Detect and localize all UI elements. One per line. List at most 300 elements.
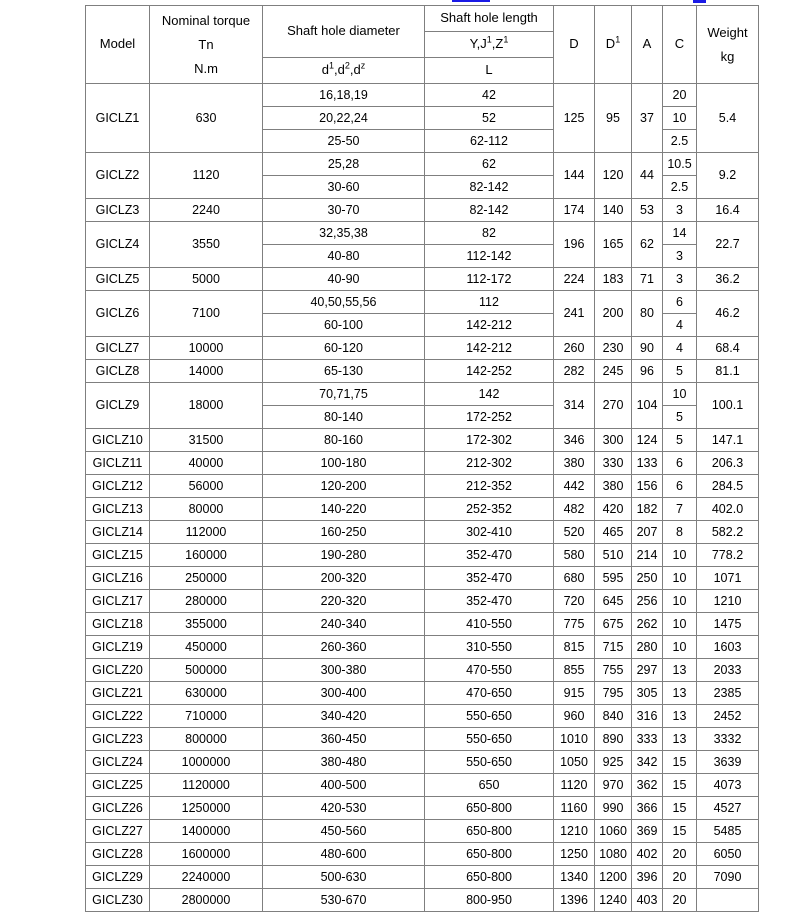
length-cell: 142-212	[425, 337, 554, 360]
c-cell: 14	[663, 222, 697, 245]
c-cell: 2.5	[663, 176, 697, 199]
d1-cell: 165	[595, 222, 632, 268]
model-cell: GICLZ2	[86, 153, 150, 199]
diameter-cell: 60-100	[263, 314, 425, 337]
table-row	[86, 153, 759, 176]
d-cell: 1250	[554, 843, 595, 866]
weight-cell: 582.2	[697, 521, 759, 544]
model-cell: GICLZ10	[86, 429, 150, 452]
c-cell: 5	[663, 429, 697, 452]
d1-cell: 380	[595, 475, 632, 498]
weight-cell: 402.0	[697, 498, 759, 521]
table-row	[86, 728, 759, 751]
weight-cell: 5485	[697, 820, 759, 843]
d1-cell: 890	[595, 728, 632, 751]
c-cell: 3	[663, 268, 697, 291]
c-cell: 10	[663, 636, 697, 659]
weight-cell: 3332	[697, 728, 759, 751]
torque-cell: 3550	[150, 222, 263, 268]
length-cell: 142-252	[425, 360, 554, 383]
torque-cell: 250000	[150, 567, 263, 590]
torque-cell: 450000	[150, 636, 263, 659]
model-cell: GICLZ17	[86, 590, 150, 613]
table-row	[86, 613, 759, 636]
a-cell: 280	[632, 636, 663, 659]
length-cell: 302-410	[425, 521, 554, 544]
cropped-blue-text-artifact	[452, 0, 490, 2]
d-cell: 1050	[554, 751, 595, 774]
d1-cell: 755	[595, 659, 632, 682]
d1-cell: 1080	[595, 843, 632, 866]
model-cell: GICLZ7	[86, 337, 150, 360]
torque-cell: 1400000	[150, 820, 263, 843]
table-row	[86, 452, 759, 475]
diameter-cell: 530-670	[263, 889, 425, 912]
a-cell: 250	[632, 567, 663, 590]
length-cell: 352-470	[425, 590, 554, 613]
c-cell: 10	[663, 590, 697, 613]
diameter-cell: 400-500	[263, 774, 425, 797]
model-cell: GICLZ3	[86, 199, 150, 222]
weight-cell: 100.1	[697, 383, 759, 429]
d-cell: 442	[554, 475, 595, 498]
torque-cell: 1120000	[150, 774, 263, 797]
header-diameter-sub: $d^1,d^2,d^z$	[263, 58, 425, 84]
model-cell: GICLZ27	[86, 820, 150, 843]
header-torque-line-2: Tn	[198, 36, 214, 52]
d1-cell: 840	[595, 705, 632, 728]
coupling-spec-table	[85, 5, 759, 912]
header-nominal-torque	[150, 6, 263, 84]
d1-cell: 990	[595, 797, 632, 820]
diameter-cell: 40,50,55,56	[263, 291, 425, 314]
weight-cell: 7090	[697, 866, 759, 889]
d-cell: 680	[554, 567, 595, 590]
table-row	[86, 268, 759, 291]
weight-cell: 778.2	[697, 544, 759, 567]
table-row	[86, 889, 759, 912]
c-cell: 10.5	[663, 153, 697, 176]
c-cell: 10	[663, 383, 697, 406]
d-cell: 1160	[554, 797, 595, 820]
diameter-cell: 25-50	[263, 130, 425, 153]
c-cell: 10	[663, 107, 697, 130]
header-length-l: L	[425, 58, 554, 84]
diameter-cell: 480-600	[263, 843, 425, 866]
d-cell: 580	[554, 544, 595, 567]
length-cell: 650-800	[425, 820, 554, 843]
weight-cell: 46.2	[697, 291, 759, 337]
model-cell: GICLZ22	[86, 705, 150, 728]
header-shaft-hole-diameter: Shaft hole diameter	[263, 6, 425, 58]
d-cell: 520	[554, 521, 595, 544]
a-cell: 80	[632, 291, 663, 337]
header-torque-line-3: N.m	[194, 60, 218, 76]
length-cell: 252-352	[425, 498, 554, 521]
diameter-cell: 60-120	[263, 337, 425, 360]
diameter-cell: 100-180	[263, 452, 425, 475]
d-cell: 196	[554, 222, 595, 268]
d-cell: 346	[554, 429, 595, 452]
model-cell: GICLZ21	[86, 682, 150, 705]
a-cell: 214	[632, 544, 663, 567]
d-cell: 282	[554, 360, 595, 383]
d-cell: 174	[554, 199, 595, 222]
model-cell: GICLZ24	[86, 751, 150, 774]
weight-cell: 1210	[697, 590, 759, 613]
table-row	[86, 866, 759, 889]
diameter-cell: 300-380	[263, 659, 425, 682]
table-row	[86, 337, 759, 360]
d-cell: 260	[554, 337, 595, 360]
header-d: D	[554, 6, 595, 84]
d1-cell: 925	[595, 751, 632, 774]
table-row	[86, 797, 759, 820]
table-row	[86, 521, 759, 544]
diameter-cell: 450-560	[263, 820, 425, 843]
d-cell: 1120	[554, 774, 595, 797]
a-cell: 369	[632, 820, 663, 843]
weight-cell: 81.1	[697, 360, 759, 383]
d1-cell: 230	[595, 337, 632, 360]
a-cell: 305	[632, 682, 663, 705]
model-cell: GICLZ30	[86, 889, 150, 912]
model-cell: GICLZ23	[86, 728, 150, 751]
d1-cell: 1200	[595, 866, 632, 889]
weight-cell: 6050	[697, 843, 759, 866]
model-cell: GICLZ15	[86, 544, 150, 567]
d1-cell: 1060	[595, 820, 632, 843]
d-cell: 1210	[554, 820, 595, 843]
diameter-cell: 65-130	[263, 360, 425, 383]
d-cell: 915	[554, 682, 595, 705]
diameter-cell: 32,35,38	[263, 222, 425, 245]
header-a: A	[632, 6, 663, 84]
diameter-cell: 240-340	[263, 613, 425, 636]
c-cell: 15	[663, 751, 697, 774]
length-cell: 650-800	[425, 797, 554, 820]
a-cell: 366	[632, 797, 663, 820]
c-cell: 13	[663, 682, 697, 705]
length-cell: 310-550	[425, 636, 554, 659]
torque-cell: 1000000	[150, 751, 263, 774]
a-cell: 262	[632, 613, 663, 636]
c-cell: 7	[663, 498, 697, 521]
d-cell: 775	[554, 613, 595, 636]
torque-cell: 2240	[150, 199, 263, 222]
model-cell: GICLZ6	[86, 291, 150, 337]
d-cell: 960	[554, 705, 595, 728]
c-cell: 13	[663, 705, 697, 728]
d1-cell: 330	[595, 452, 632, 475]
d1-cell: 95	[595, 84, 632, 153]
table-row	[86, 291, 759, 314]
d-cell: 482	[554, 498, 595, 521]
torque-cell: 31500	[150, 429, 263, 452]
weight-cell: 16.4	[697, 199, 759, 222]
length-cell: 62	[425, 153, 554, 176]
length-cell: 550-650	[425, 751, 554, 774]
torque-cell: 14000	[150, 360, 263, 383]
c-cell: 4	[663, 337, 697, 360]
diameter-cell: 20,22,24	[263, 107, 425, 130]
weight-cell: 1603	[697, 636, 759, 659]
d-cell: 241	[554, 291, 595, 337]
table-row	[86, 222, 759, 245]
weight-cell: 2385	[697, 682, 759, 705]
diameter-cell: 70,71,75	[263, 383, 425, 406]
header-weight	[697, 6, 759, 84]
c-cell: 10	[663, 544, 697, 567]
table-row	[86, 567, 759, 590]
d1-cell: 140	[595, 199, 632, 222]
length-cell: 82	[425, 222, 554, 245]
diameter-cell: 80-160	[263, 429, 425, 452]
d1-cell: 300	[595, 429, 632, 452]
torque-cell: 112000	[150, 521, 263, 544]
length-cell: 112-172	[425, 268, 554, 291]
a-cell: 37	[632, 84, 663, 153]
d-cell: 125	[554, 84, 595, 153]
a-cell: 53	[632, 199, 663, 222]
a-cell: 90	[632, 337, 663, 360]
a-cell: 62	[632, 222, 663, 268]
length-cell: 470-650	[425, 682, 554, 705]
torque-cell: 80000	[150, 498, 263, 521]
d-cell: 380	[554, 452, 595, 475]
torque-cell: 40000	[150, 452, 263, 475]
model-cell: GICLZ16	[86, 567, 150, 590]
table-row	[86, 705, 759, 728]
table-header	[86, 6, 759, 84]
header-d1: $D^1$	[595, 6, 632, 84]
table-row	[86, 659, 759, 682]
d1-cell: 245	[595, 360, 632, 383]
diameter-cell: 30-70	[263, 199, 425, 222]
length-cell: 410-550	[425, 613, 554, 636]
table-row	[86, 475, 759, 498]
c-cell: 13	[663, 728, 697, 751]
c-cell: 20	[663, 843, 697, 866]
table-row	[86, 774, 759, 797]
header-row-1	[86, 6, 759, 32]
weight-cell	[697, 889, 759, 912]
length-cell: 142-212	[425, 314, 554, 337]
a-cell: 156	[632, 475, 663, 498]
torque-cell: 1600000	[150, 843, 263, 866]
c-cell: 6	[663, 291, 697, 314]
d-cell: 855	[554, 659, 595, 682]
a-cell: 207	[632, 521, 663, 544]
length-cell: 112-142	[425, 245, 554, 268]
model-cell: GICLZ4	[86, 222, 150, 268]
diameter-cell: 420-530	[263, 797, 425, 820]
d1-cell: 200	[595, 291, 632, 337]
weight-cell: 9.2	[697, 153, 759, 199]
header-torque-line-1: Nominal torque	[161, 12, 251, 28]
model-cell: GICLZ20	[86, 659, 150, 682]
torque-cell: 2240000	[150, 866, 263, 889]
weight-cell: 2033	[697, 659, 759, 682]
diameter-cell: 200-320	[263, 567, 425, 590]
torque-cell: 56000	[150, 475, 263, 498]
d1-cell: 1240	[595, 889, 632, 912]
a-cell: 396	[632, 866, 663, 889]
diameter-cell: 340-420	[263, 705, 425, 728]
model-cell: GICLZ8	[86, 360, 150, 383]
c-cell: 6	[663, 452, 697, 475]
diameter-cell: 300-400	[263, 682, 425, 705]
d1-cell: 183	[595, 268, 632, 291]
header-weight-line-2: kg	[720, 48, 735, 64]
d-cell: 1340	[554, 866, 595, 889]
c-cell: 20	[663, 866, 697, 889]
table-row	[86, 751, 759, 774]
torque-cell: 1250000	[150, 797, 263, 820]
torque-cell: 5000	[150, 268, 263, 291]
a-cell: 342	[632, 751, 663, 774]
table-row	[86, 498, 759, 521]
model-cell: GICLZ29	[86, 866, 150, 889]
torque-cell: 10000	[150, 337, 263, 360]
diameter-cell: 16,18,19	[263, 84, 425, 107]
length-cell: 112	[425, 291, 554, 314]
torque-cell: 2800000	[150, 889, 263, 912]
a-cell: 362	[632, 774, 663, 797]
torque-cell: 18000	[150, 383, 263, 429]
d1-cell: 595	[595, 567, 632, 590]
model-cell: GICLZ18	[86, 613, 150, 636]
d-cell: 314	[554, 383, 595, 429]
length-cell: 470-550	[425, 659, 554, 682]
d1-cell: 120	[595, 153, 632, 199]
model-cell: GICLZ25	[86, 774, 150, 797]
torque-cell: 7100	[150, 291, 263, 337]
length-cell: 352-470	[425, 567, 554, 590]
d-cell: 720	[554, 590, 595, 613]
c-cell: 13	[663, 659, 697, 682]
d1-cell: 270	[595, 383, 632, 429]
length-cell: 42	[425, 84, 554, 107]
c-cell: 3	[663, 199, 697, 222]
torque-cell: 630	[150, 84, 263, 153]
c-cell: 5	[663, 406, 697, 429]
c-cell: 5	[663, 360, 697, 383]
table-row	[86, 429, 759, 452]
table-row	[86, 544, 759, 567]
weight-cell: 147.1	[697, 429, 759, 452]
d1-cell: 510	[595, 544, 632, 567]
c-cell: 10	[663, 613, 697, 636]
a-cell: 133	[632, 452, 663, 475]
weight-cell: 284.5	[697, 475, 759, 498]
model-cell: GICLZ14	[86, 521, 150, 544]
d1-cell: 795	[595, 682, 632, 705]
d1-cell: 715	[595, 636, 632, 659]
weight-cell: 2452	[697, 705, 759, 728]
a-cell: 297	[632, 659, 663, 682]
d1-cell: 675	[595, 613, 632, 636]
torque-cell: 630000	[150, 682, 263, 705]
torque-cell: 280000	[150, 590, 263, 613]
torque-cell: 800000	[150, 728, 263, 751]
c-cell: 10	[663, 567, 697, 590]
d1-cell: 970	[595, 774, 632, 797]
diameter-cell: 40-90	[263, 268, 425, 291]
c-cell: 3	[663, 245, 697, 268]
d1-cell: 645	[595, 590, 632, 613]
d-cell: 815	[554, 636, 595, 659]
c-cell: 6	[663, 475, 697, 498]
length-cell: 172-252	[425, 406, 554, 429]
diameter-cell: 220-320	[263, 590, 425, 613]
table-row	[86, 682, 759, 705]
model-cell: GICLZ19	[86, 636, 150, 659]
model-cell: GICLZ12	[86, 475, 150, 498]
weight-cell: 3639	[697, 751, 759, 774]
header-c: C	[663, 6, 697, 84]
length-cell: 62-112	[425, 130, 554, 153]
d-cell: 224	[554, 268, 595, 291]
length-cell: 212-352	[425, 475, 554, 498]
length-cell: 650	[425, 774, 554, 797]
diameter-cell: 120-200	[263, 475, 425, 498]
length-cell: 800-950	[425, 889, 554, 912]
weight-cell: 4527	[697, 797, 759, 820]
diameter-cell: 500-630	[263, 866, 425, 889]
table-body	[86, 84, 759, 912]
weight-cell: 22.7	[697, 222, 759, 268]
torque-cell: 1120	[150, 153, 263, 199]
model-cell: GICLZ1	[86, 84, 150, 153]
model-cell: GICLZ9	[86, 383, 150, 429]
diameter-cell: 25,28	[263, 153, 425, 176]
length-cell: 650-800	[425, 843, 554, 866]
a-cell: 402	[632, 843, 663, 866]
header-weight-line-1: Weight	[707, 24, 748, 40]
model-cell: GICLZ11	[86, 452, 150, 475]
model-cell: GICLZ28	[86, 843, 150, 866]
length-cell: 550-650	[425, 728, 554, 751]
length-cell: 212-302	[425, 452, 554, 475]
diameter-cell: 190-280	[263, 544, 425, 567]
c-cell: 2.5	[663, 130, 697, 153]
weight-cell: 1475	[697, 613, 759, 636]
c-cell: 15	[663, 820, 697, 843]
torque-cell: 160000	[150, 544, 263, 567]
length-cell: 82-142	[425, 176, 554, 199]
length-cell: 650-800	[425, 866, 554, 889]
model-cell: GICLZ13	[86, 498, 150, 521]
table-row	[86, 360, 759, 383]
table-row	[86, 590, 759, 613]
a-cell: 182	[632, 498, 663, 521]
torque-cell: 710000	[150, 705, 263, 728]
length-cell: 82-142	[425, 199, 554, 222]
a-cell: 333	[632, 728, 663, 751]
d-cell: 144	[554, 153, 595, 199]
a-cell: 403	[632, 889, 663, 912]
c-cell: 20	[663, 889, 697, 912]
table-row	[86, 199, 759, 222]
diameter-cell: 160-250	[263, 521, 425, 544]
weight-cell: 4073	[697, 774, 759, 797]
c-cell: 15	[663, 774, 697, 797]
diameter-cell: 260-360	[263, 636, 425, 659]
model-cell: GICLZ26	[86, 797, 150, 820]
c-cell: 4	[663, 314, 697, 337]
c-cell: 20	[663, 84, 697, 107]
